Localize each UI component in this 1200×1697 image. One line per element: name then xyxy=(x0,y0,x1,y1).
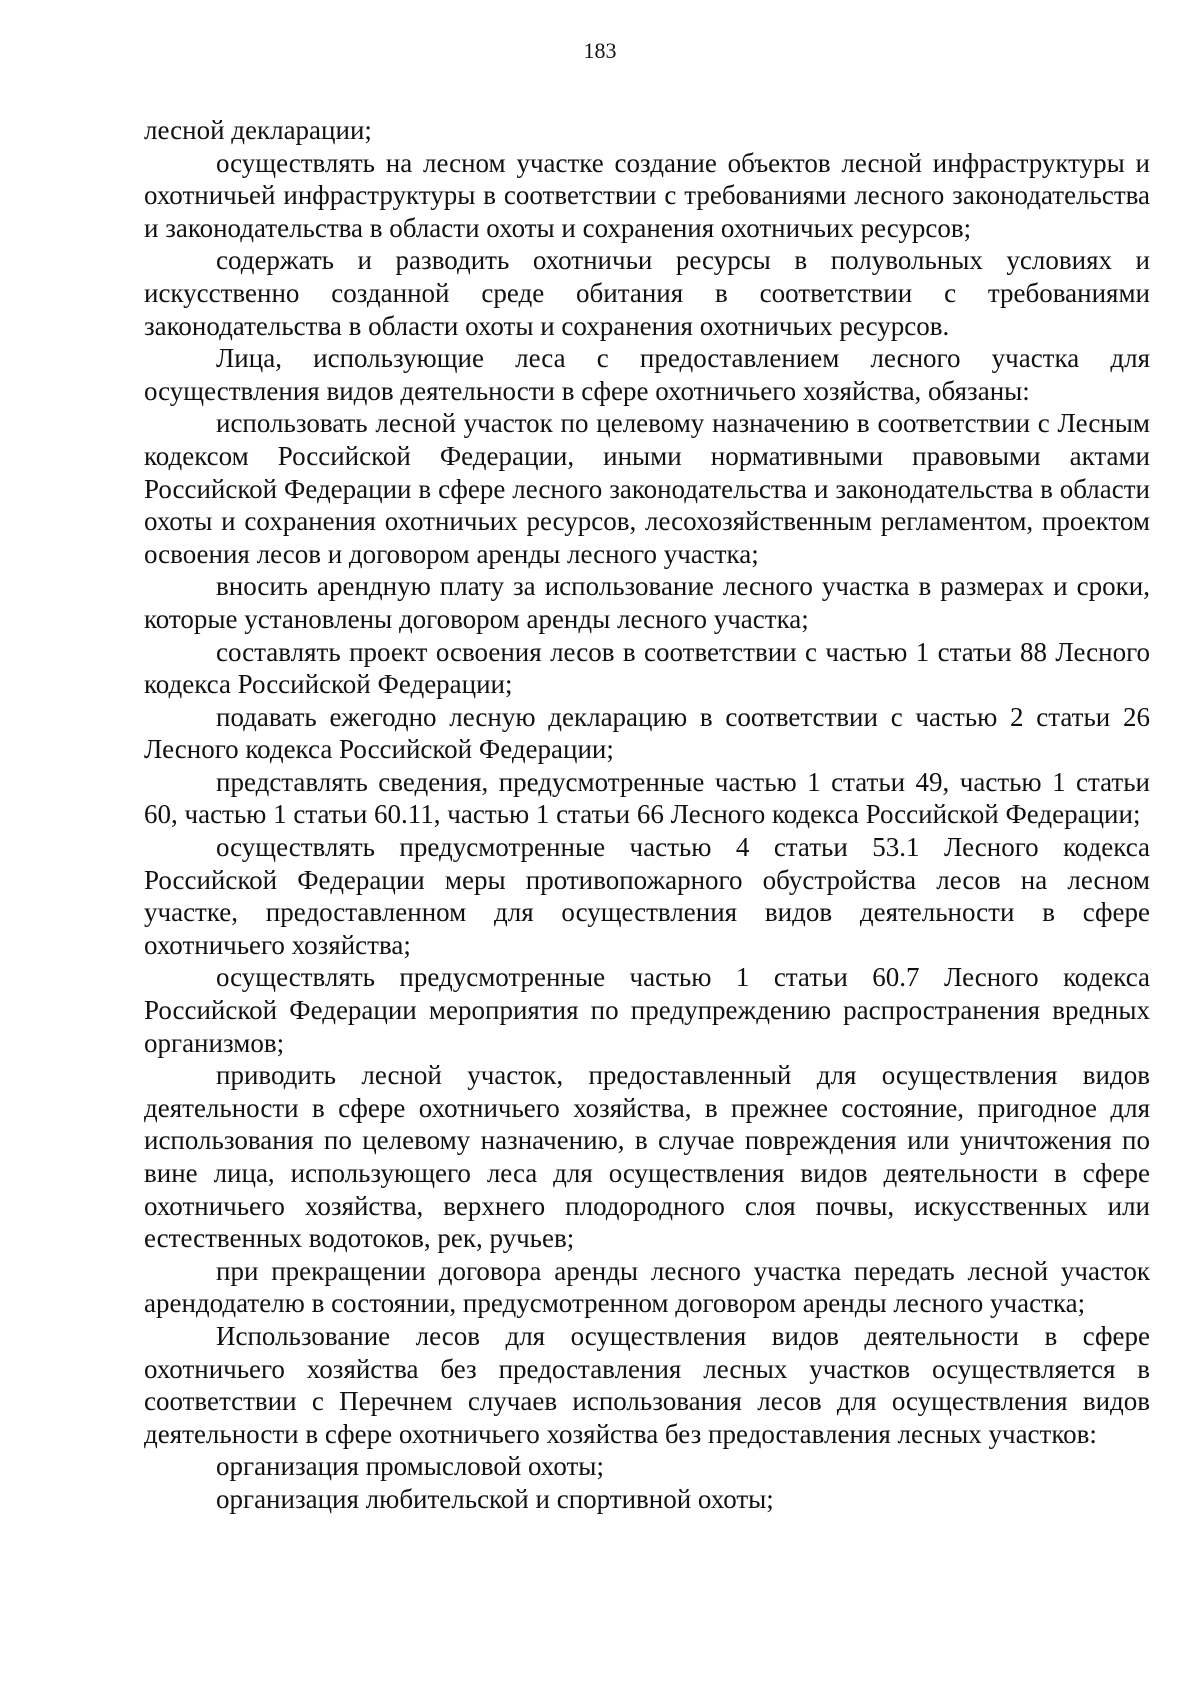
paragraph: Лица, использующие леса с предоставлением лесного участка для осуществления видов деятельности в сфере охотничьего хозяйства, обязаны: xyxy=(144,343,1150,406)
paragraph-continuation: лесной декларации; xyxy=(144,115,372,145)
paragraph: при прекращении договора аренды лесного участка передать лесной участок арендодателю в состоянии, предусмотренном договором аренды лесного участка; xyxy=(144,1255,1150,1319)
paragraph: осуществлять предусмотренные частью 4 статьи 53.1 Лесного кодекса Российской Федерации меры противопожарного обустройства лесов на лесном участке, предоставленном для осуществления видов деятельности в сфере охотничьего хозяйства; xyxy=(144,832,1150,960)
paragraph: содержать и разводить охотничьи ресурсы в полувольных условиях и искусственно созданной среде обитания в соответствии с требованиями законодательства в области охоты и сохранения охотничьих ресурсов. xyxy=(144,245,1150,341)
paragraph: вносить арендную плату за использование лесного участка в размерах и сроки, которые установлены договором аренды лесного участка; xyxy=(144,571,1150,634)
paragraph: подавать ежегодно лесную декларацию в соответствии с частью 2 статьи 26 Лесного кодекса Российской Федерации; xyxy=(144,701,1150,765)
paragraph: осуществлять предусмотренные частью 1 статьи 60.7 Лесного кодекса Российской Федерации мероприятия по предупреждению распространения вредных организмов; xyxy=(144,962,1150,1058)
paragraph: использовать лесной участок по целевому назначению в соответствии с Лесным кодексом Российской Федерации, иными нормативными правовыми актами Российской Федерации в сфере лесного законодательства и законодательства в области охоты и сохранения охотничьих ресурсов, лесохозяйственным регламентом, проектом освоения лесов и договором аренды лесного участка; xyxy=(144,408,1150,569)
paragraph: организация любительской и спортивной охоты; xyxy=(216,1483,774,1514)
paragraph: организация промысловой охоты; xyxy=(216,1451,604,1482)
paragraph: Использование лесов для осуществления видов деятельности в сфере охотничьего хозяйства без предоставления лесных участков осуществляется в соответствии с Перечнем случаев использования лесов для осуществления видов деятельности в сфере охотничьего хозяйства без предоставления лесных участков: xyxy=(144,1320,1150,1449)
paragraph: приводить лесной участок, предоставленный для осуществления видов деятельности в сфере охотничьего хозяйства, в прежнее состояние, пригодное для использования по целевому назначению, в случае повреждения или уничтожения по вине лица, использующего леса для осуществления видов деятельности в сфере охотничьего хозяйства, верхнего плодородного слоя почвы, искусственных или естественных водотоков, рек, ручьев; xyxy=(144,1060,1150,1254)
paragraph: составлять проект освоения лесов в соответствии с частью 1 статьи 88 Лесного кодекса Российской Федерации; xyxy=(144,636,1150,700)
document-body xyxy=(144,114,1150,1516)
paragraph: осуществлять на лесном участке создание объектов лесной инфраструктуры и охотничьей инфраструктуры в соответствии с требованиями лесного законодательства и законодательства в области охоты и сохранения охотничьих ресурсов; xyxy=(144,147,1150,243)
page-number: 183 xyxy=(583,38,617,63)
paragraph: представлять сведения, предусмотренные частью 1 статьи 49, частью 1 статьи 60, частью 1 статьи 60.11, частью 1 статьи 66 Лесного кодекса Российской Федерации; xyxy=(144,766,1150,830)
